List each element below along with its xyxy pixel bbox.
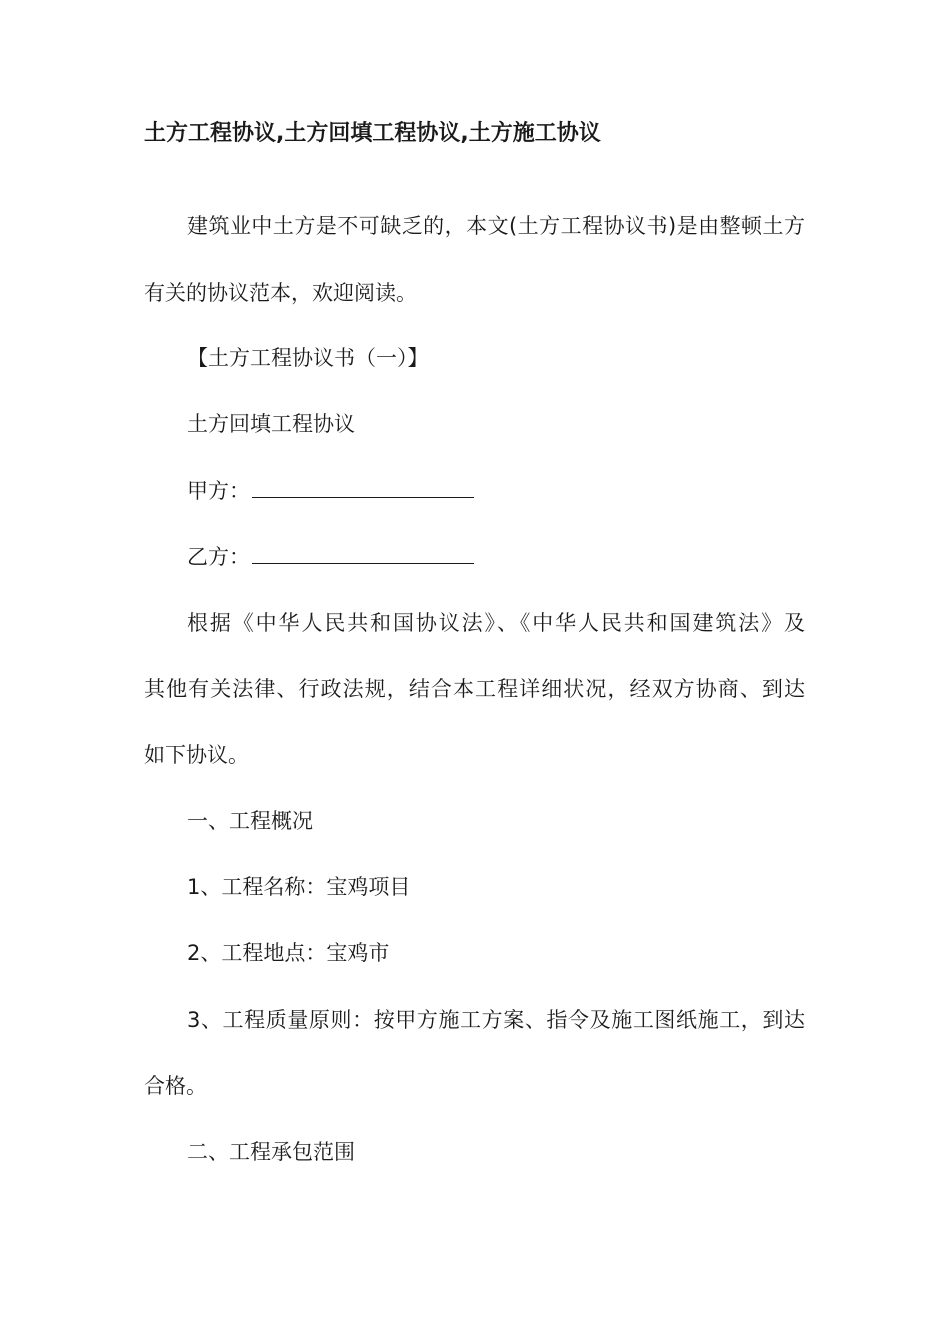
contract-name: 土方回填工程协议 xyxy=(187,412,355,436)
intro-paragraph-line-1: 建筑业中土方是不可缺乏的，本文(土方工程协议书)是由整顿土方 xyxy=(187,214,805,238)
basis-paragraph-line-2: 其他有关法律、行政法规，结合本工程详细状况，经双方协商、到达 xyxy=(144,677,805,701)
document-title: 土方工程协议,土方回填工程协议,土方施工协议 xyxy=(144,121,601,146)
basis-paragraph-line-1: 根据《中华人民共和国协议法》、《中华人民共和国建筑法》及 xyxy=(187,611,805,635)
party-b-label: 乙方： xyxy=(187,545,250,569)
part2-heading: 二、工程承包范围 xyxy=(187,1140,355,1164)
quality-standard-line-2: 合格。 xyxy=(144,1074,207,1098)
intro-paragraph-line-2: 有关的协议范本，欢迎阅读。 xyxy=(144,281,417,305)
quality-standard-line-1: 3、工程质量原则：按甲方施工方案、指令及施工图纸施工，到达 xyxy=(187,1008,805,1032)
project-location-item: 2、工程地点：宝鸡市 xyxy=(187,941,390,965)
party-a-label: 甲方： xyxy=(187,479,250,503)
basis-paragraph-line-3: 如下协议。 xyxy=(144,743,249,767)
party-a-line xyxy=(187,476,474,506)
party-b-line xyxy=(187,542,474,572)
party-b-blank xyxy=(252,543,474,564)
party-a-blank xyxy=(252,477,474,498)
part1-heading: 一、工程概况 xyxy=(187,809,313,833)
section-heading: 【土方工程协议书（一）】 xyxy=(187,346,429,370)
project-name-item: 1、工程名称：宝鸡项目 xyxy=(187,875,411,899)
